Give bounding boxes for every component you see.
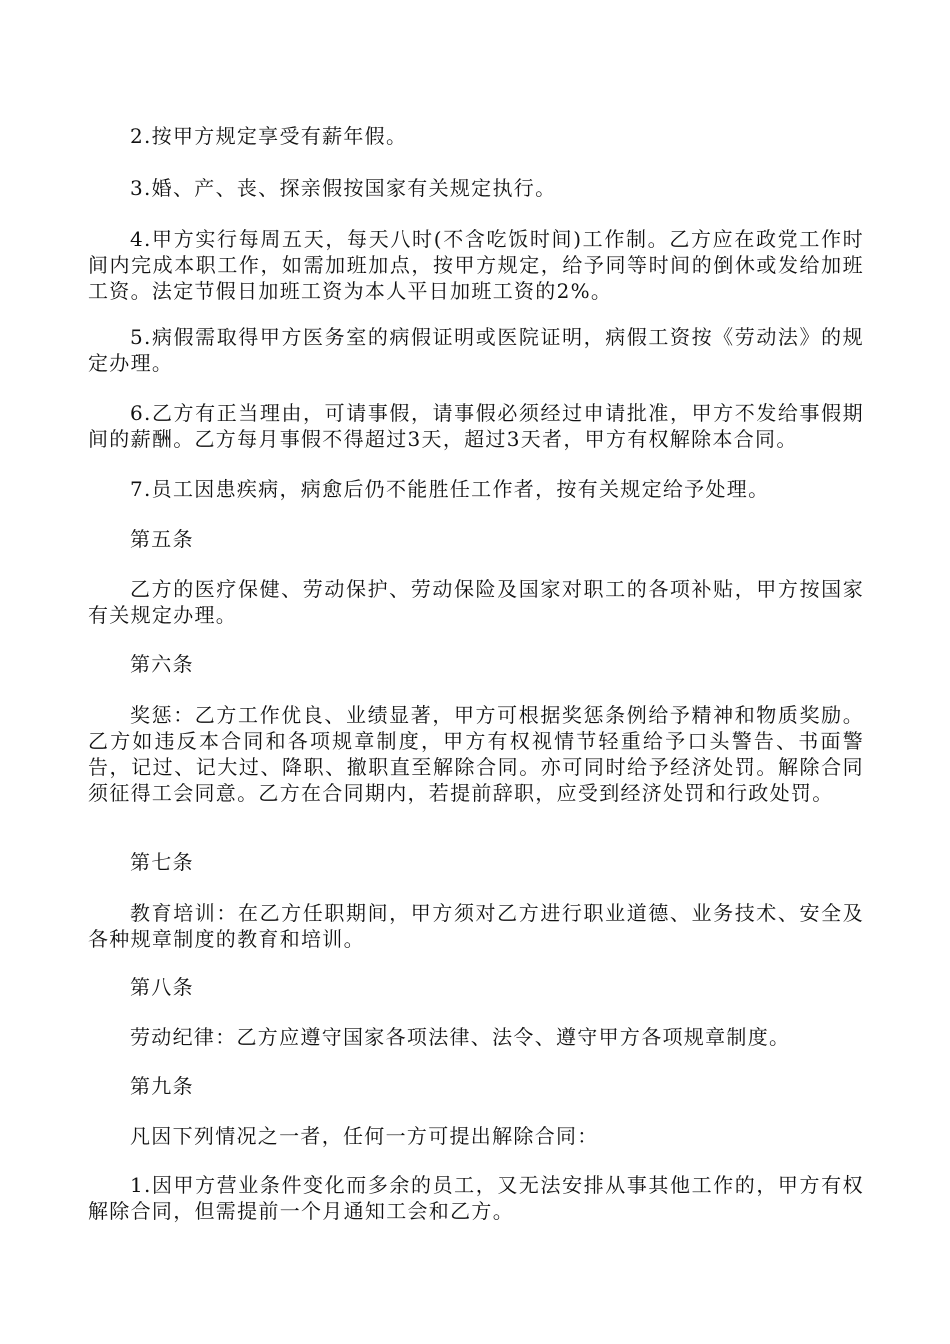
- paragraph-family-leave: 3.婚、产、丧、探亲假按国家有关规定执行。: [130, 176, 557, 200]
- paragraph-termination-intro: 凡因下列情况之一者，任何一方可提出解除合同：: [130, 1124, 599, 1148]
- paragraph-welfare: 乙方的医疗保健、劳动保护、劳动保险及国家对职工的各项补贴，甲方按国家有关规定办理。: [88, 577, 864, 627]
- paragraph-termination-item-1: 1.因甲方营业条件变化而多余的员工，又无法安排从事其他工作的，甲方有权解除合同，但需提前一个月通知工会和乙方。: [88, 1173, 864, 1223]
- article-heading-5: 第五条: [130, 527, 194, 551]
- article-heading-9: 第九条: [130, 1074, 194, 1098]
- paragraph-annual-leave: 2.按甲方规定享受有薪年假。: [130, 124, 408, 148]
- paragraph-personal-leave: 6.乙方有正当理由，可请事假，请事假必须经过申请批准，甲方不发给事假期间的薪酬。乙方每月事假不得超过3天，超过3天者，甲方有权解除本合同。: [88, 401, 864, 451]
- paragraph-sick-leave: 5.病假需取得甲方医务室的病假证明或医院证明，病假工资按《劳动法》的规定办理。: [88, 325, 864, 375]
- paragraph-working-hours: 4.甲方实行每周五天，每天八时(不含吃饭时间)工作制。乙方应在政党工作时间内完成本职工作，如需加班加点，按甲方规定，给予同等时间的倒休或发给加班工资。法定节假日加班工资为本人平日加班工资的2%。: [88, 227, 864, 303]
- paragraph-training: 教育培训：在乙方任职期间，甲方须对乙方进行职业道德、业务技术、安全及各种规章制度的教育和培训。: [88, 901, 864, 951]
- paragraph-rewards-penalties: 奖惩：乙方工作优良、业绩显著，甲方可根据奖惩条例给予精神和物质奖励。乙方如违反本合同和各项规章制度，甲方有权视情节轻重给予口头警告、书面警告，记过、记大过、降职、撤职直至解除合同。亦可同时给予经济处罚。解除合同须征得工会同意。乙方在合同期内，若提前辞职，应受到经济处罚和行政处罚。: [88, 703, 864, 805]
- article-heading-8: 第八条: [130, 975, 194, 999]
- article-heading-7: 第七条: [130, 850, 194, 874]
- article-heading-6: 第六条: [130, 652, 194, 676]
- paragraph-discipline: 劳动纪律：乙方应遵守国家各项法律、法令、遵守甲方各项规章制度。: [130, 1025, 791, 1049]
- paragraph-illness: 7.员工因患疾病，病愈后仍不能胜任工作者，按有关规定给予处理。: [130, 477, 770, 501]
